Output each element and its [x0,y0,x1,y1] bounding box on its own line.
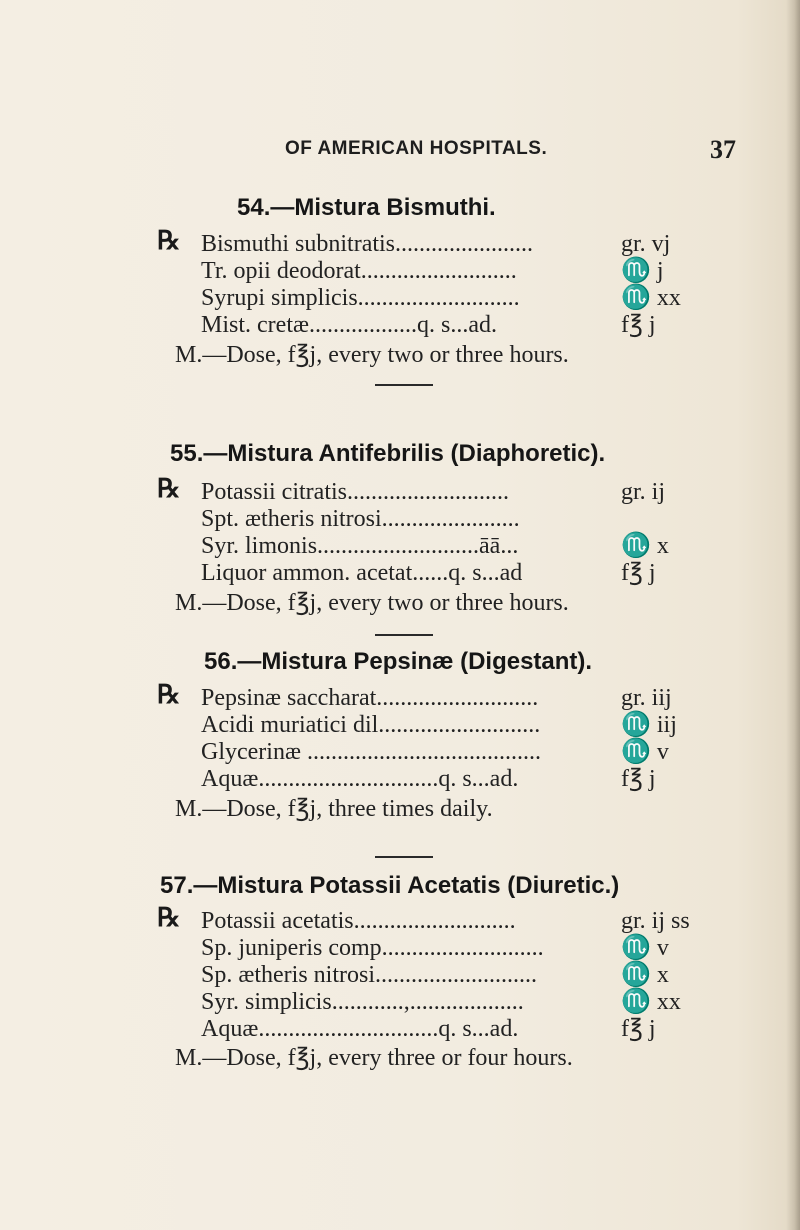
ingredient-quantity: f℥ j [621,1016,656,1042]
ingredient-quantity: gr. ij [621,479,666,505]
ingredient-name: Tr. opii deodorat.......................... [201,258,517,284]
page-number: 37 [710,135,736,164]
dose-instruction: M.—Dose, f℥j, three times daily. [175,796,493,822]
ingredient-name: Acidi muriatici dil........................... [201,712,541,738]
ingredient-name: Syr. simplicis............,................... [201,989,524,1015]
rx-symbol: ℞ [157,680,181,709]
ingredient-quantity: ♏ x [621,533,669,559]
rx-symbol: ℞ [157,226,181,255]
ingredient-quantity: gr. ij ss [621,908,690,934]
ingredient-quantity: ♏ j [621,258,664,284]
ingredient-quantity: gr. iij [621,685,672,711]
ingredient-line [201,1013,721,1045]
ingredient-quantity: ♏ xx [621,989,681,1015]
rx-symbol: ℞ [157,903,181,932]
rx-symbol: ℞ [157,474,181,503]
ingredient-quantity: f℥ j [621,312,656,338]
ingredient-line [201,309,721,341]
section-title: 54.—Mistura Bismuthi. [237,194,496,221]
ingredient-name: Potassii acetatis........................... [201,908,516,934]
section-divider [375,856,433,858]
section-title: 56.—Mistura Pepsinæ (Digestant). [204,648,593,675]
section-divider [375,634,433,636]
ingredient-name: Sp. juniperis comp........................... [201,935,544,961]
dose-instruction: M.—Dose, f℥j, every two or three hours. [175,590,569,616]
ingredient-line [201,763,721,795]
ingredient-quantity: ♏ v [621,739,669,765]
ingredient-quantity: ♏ v [621,935,669,961]
ingredient-name: Syrupi simplicis........................... [201,285,520,311]
ingredient-name: Mist. cretæ..................q. s...ad. [201,312,497,338]
ingredient-name: Glycerinæ ....................................... [201,739,541,765]
section-divider [375,384,433,386]
ingredient-name: Syr. limonis...........................āā... [201,533,519,559]
ingredient-quantity: ♏ x [621,962,669,988]
dose-instruction: M.—Dose, f℥j, every three or four hours. [175,1045,573,1071]
ingredient-name: Pepsinæ saccharat........................... [201,685,539,711]
ingredient-quantity: ♏ iij [621,712,677,738]
running-head: OF AMERICAN HOSPITALS. [285,138,548,159]
page-edge-shadow [786,0,800,1230]
ingredient-name: Aquæ..............................q. s...ad. [201,766,519,792]
ingredient-quantity: f℥ j [621,766,656,792]
ingredient-name: Sp. ætheris nitrosi........................... [201,962,538,988]
dose-instruction: M.—Dose, f℥j, every two or three hours. [175,342,569,368]
ingredient-name: Aquæ..............................q. s...ad. [201,1016,519,1042]
ingredient-name: Potassii citratis........................... [201,479,509,505]
ingredient-quantity: f℥ j [621,560,656,586]
ingredient-line [201,557,721,589]
ingredient-name: Liquor ammon. acetat......q. s...ad [201,560,523,586]
ingredient-name: Bismuthi subnitratis....................... [201,231,534,257]
ingredient-quantity: ♏ xx [621,285,681,311]
ingredient-name: Spt. ætheris nitrosi....................... [201,506,520,532]
section-title: 57.—Mistura Potassii Acetatis (Diuretic.) [160,872,620,899]
ingredient-quantity: gr. vj [621,231,671,257]
section-title: 55.—Mistura Antifebrilis (Diaphoretic). [170,440,606,467]
